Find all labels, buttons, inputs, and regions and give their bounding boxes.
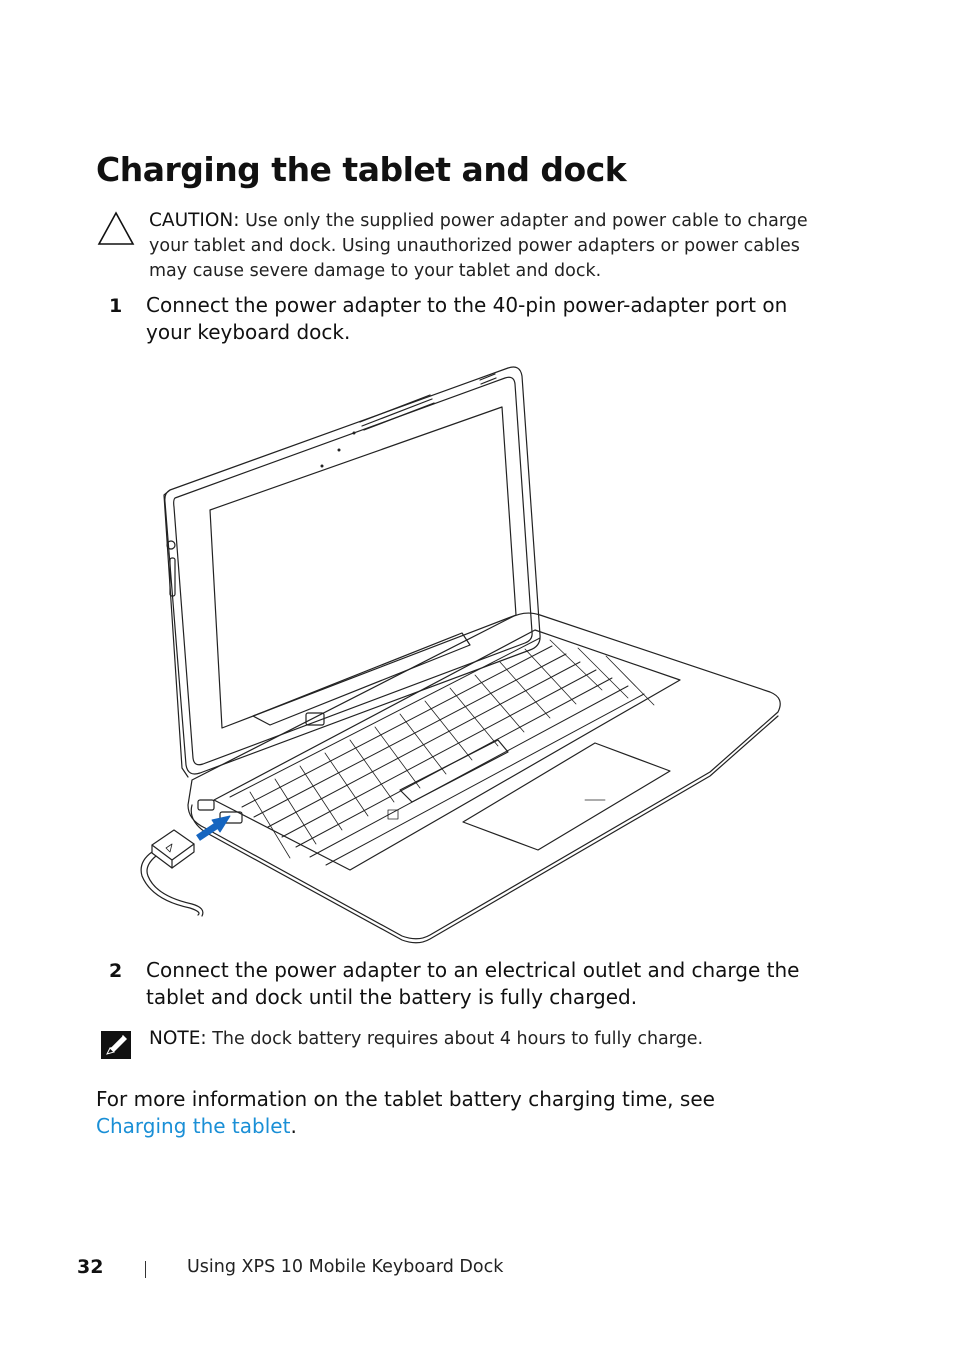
page-number: 32 [77, 1256, 104, 1278]
charging-tablet-link[interactable]: Charging the tablet [96, 1114, 291, 1138]
footer-section-title: Using XPS 10 Mobile Keyboard Dock [187, 1257, 504, 1277]
step-number: 1 [109, 295, 123, 317]
note-message [149, 1026, 849, 1052]
more-info-paragraph [96, 1086, 816, 1140]
step-text: Connect the power adapter to the 40-pin power-adapter port on your keyboard dock. [146, 293, 788, 344]
step-number: 2 [109, 960, 123, 982]
caution-label: CAUTION: [149, 210, 240, 231]
note-body: The dock battery requires about 4 hours to fully charge. [212, 1029, 704, 1049]
note-label: NOTE: [149, 1028, 207, 1049]
note-icon [101, 1031, 131, 1059]
caution-body: Use only the supplied power adapter and power cable to charge your tablet and dock. Using unauthorized power adapters or power cables may cause severe damage to your tablet and dock. [149, 211, 808, 281]
caution-message [149, 208, 829, 284]
tablet-dock-illustration [130, 360, 790, 945]
caution-icon [97, 211, 135, 247]
page-title: Charging the tablet and dock [96, 150, 627, 189]
step-text: Connect the power adapter to an electrical outlet and charge the tablet and dock until the battery is fully charged. [146, 958, 800, 1009]
more-info-text: For more information on the tablet battery charging time, see [96, 1087, 715, 1111]
more-info-end: . [290, 1114, 297, 1138]
footer-divider [145, 1261, 146, 1278]
